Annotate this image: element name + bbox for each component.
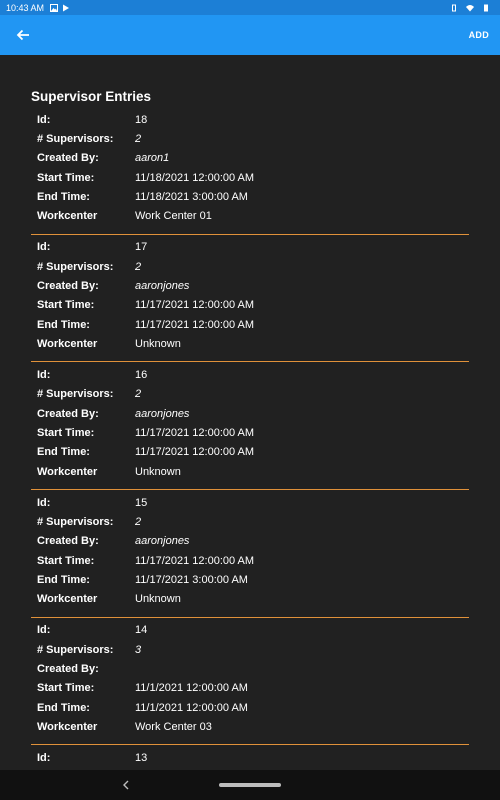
entry-row-workcenter — [31, 334, 469, 353]
created-by-value: aaronjones — [135, 407, 190, 420]
entry-row-start-time — [31, 296, 469, 315]
supervisors-label: # Supervisors: — [37, 643, 114, 656]
supervisor-entry[interactable] — [31, 745, 469, 770]
workcenter-label: Workcenter — [37, 337, 98, 350]
entry-row-end-time — [31, 570, 469, 589]
start-time-value: 11/17/2021 12:00:00 AM — [135, 299, 255, 312]
created-by-label: Created By: — [37, 407, 99, 420]
status-icons — [450, 4, 494, 12]
supervisor-entry[interactable] — [31, 107, 469, 235]
entry-row-created-by — [31, 149, 469, 168]
entry-row-start-time — [31, 168, 469, 187]
id-value: 17 — [135, 241, 148, 254]
id-label: Id: — [37, 369, 51, 382]
nav-back-icon[interactable] — [120, 779, 132, 791]
workcenter-label: Workcenter — [37, 465, 98, 478]
workcenter-value: Unknown — [135, 465, 181, 478]
app-bar — [0, 15, 500, 55]
created-by-label: Created By: — [37, 535, 99, 548]
workcenter-label: Workcenter — [37, 720, 98, 733]
end-time-label: End Time: — [37, 446, 90, 459]
entry-row-created-by — [31, 276, 469, 295]
entry-row-workcenter — [31, 590, 469, 609]
start-time-label: Start Time: — [37, 171, 95, 184]
entry-row-end-time — [31, 315, 469, 334]
entry-row-end-time — [31, 698, 469, 717]
created-by-label: Created By: — [37, 662, 99, 675]
entry-row-start-time — [31, 423, 469, 442]
id-label: Id: — [37, 113, 51, 126]
workcenter-label: Workcenter — [37, 210, 98, 223]
supervisor-entry[interactable] — [31, 618, 469, 746]
supervisors-value: 2 — [135, 516, 142, 528]
start-time-label: Start Time: — [37, 554, 95, 567]
end-time-label: End Time: — [37, 190, 90, 203]
id-label: Id: — [37, 241, 51, 254]
entry-row-id — [31, 110, 469, 129]
status-time: 10:43 AM — [6, 2, 45, 13]
entry-row-end-time — [31, 187, 469, 206]
start-time-label: Start Time: — [37, 299, 95, 312]
play-store-icon — [62, 4, 70, 12]
supervisors-label: # Supervisors: — [37, 260, 114, 273]
entry-row-id — [31, 365, 469, 384]
id-label: Id: — [37, 624, 51, 637]
status-bar — [0, 0, 500, 15]
id-value: 14 — [135, 624, 148, 637]
back-button[interactable] — [8, 20, 38, 50]
section-title: Supervisor Entries — [31, 89, 152, 104]
entry-row-workcenter — [31, 462, 469, 481]
supervisors-label: # Supervisors: — [37, 388, 114, 401]
wifi-icon — [466, 4, 474, 12]
created-by-label: Created By: — [37, 152, 99, 165]
entry-row-created-by — [31, 659, 469, 678]
start-time-value: 11/17/2021 12:00:00 AM — [135, 554, 255, 567]
workcenter-label: Workcenter — [37, 593, 98, 606]
start-time-label: Start Time: — [37, 682, 95, 695]
vibrate-icon — [450, 4, 458, 12]
entry-row-workcenter — [31, 206, 469, 225]
entry-row-id — [31, 238, 469, 257]
supervisors-label: # Supervisors: — [37, 516, 114, 528]
entries-list — [31, 107, 469, 770]
entry-row-supervisors — [31, 640, 469, 659]
end-time-value: 11/18/2021 3:00:00 AM — [135, 190, 248, 203]
end-time-value: 11/17/2021 3:00:00 AM — [135, 573, 248, 586]
entry-row-start-time — [31, 679, 469, 698]
end-time-value: 11/17/2021 12:00:00 AM — [135, 318, 255, 331]
id-value: 18 — [135, 113, 148, 126]
created-by-value: aaronjones — [135, 279, 190, 292]
supervisors-value: 2 — [135, 388, 142, 401]
end-time-label: End Time: — [37, 573, 90, 586]
supervisor-entry[interactable] — [31, 362, 469, 490]
entry-row-supervisors — [31, 385, 469, 404]
entry-row-start-time — [31, 551, 469, 570]
add-button[interactable]: ADD — [468, 30, 489, 40]
navigation-bar — [0, 770, 500, 800]
start-time-value: 11/17/2021 12:00:00 AM — [135, 426, 255, 439]
entry-row-id — [31, 621, 469, 640]
nav-home-handle[interactable] — [219, 783, 281, 787]
id-value: 16 — [135, 369, 148, 382]
end-time-label: End Time: — [37, 318, 90, 331]
id-label: Id: — [37, 496, 51, 509]
entry-row-created-by — [31, 532, 469, 551]
start-time-value: 11/18/2021 12:00:00 AM — [135, 171, 255, 184]
entry-row-id — [31, 493, 469, 512]
supervisor-entry[interactable] — [31, 490, 469, 618]
end-time-value: 11/1/2021 12:00:00 AM — [135, 701, 248, 714]
supervisors-value: 3 — [135, 643, 142, 656]
arrow-left-icon — [16, 28, 30, 42]
entry-row-created-by — [31, 404, 469, 423]
id-label: Id: — [37, 752, 51, 765]
start-time-value: 11/1/2021 12:00:00 AM — [135, 682, 248, 695]
workcenter-value: Work Center 01 — [135, 210, 212, 223]
entry-row-supervisors — [31, 129, 469, 148]
id-value: 13 — [135, 752, 148, 765]
created-by-label: Created By: — [37, 279, 99, 292]
entry-row-workcenter — [31, 717, 469, 736]
end-time-label: End Time: — [37, 701, 90, 714]
supervisors-value: 2 — [135, 132, 142, 145]
end-time-value: 11/17/2021 12:00:00 AM — [135, 446, 255, 459]
workcenter-value: Work Center 03 — [135, 720, 212, 733]
created-by-value: aaron1 — [135, 152, 170, 165]
battery-icon — [482, 4, 490, 12]
created-by-value: aaronjones — [135, 535, 190, 548]
image-icon — [50, 4, 58, 12]
entry-row-supervisors — [31, 512, 469, 531]
supervisors-value: 2 — [135, 260, 142, 273]
entry-row-id — [31, 748, 469, 767]
supervisor-entry[interactable] — [31, 235, 469, 363]
start-time-label: Start Time: — [37, 426, 95, 439]
id-value: 15 — [135, 496, 148, 509]
workcenter-value: Unknown — [135, 593, 181, 606]
workcenter-value: Unknown — [135, 337, 181, 350]
content-area[interactable] — [0, 55, 500, 770]
entry-row-supervisors — [31, 257, 469, 276]
supervisors-label: # Supervisors: — [37, 132, 114, 145]
entry-row-end-time — [31, 443, 469, 462]
